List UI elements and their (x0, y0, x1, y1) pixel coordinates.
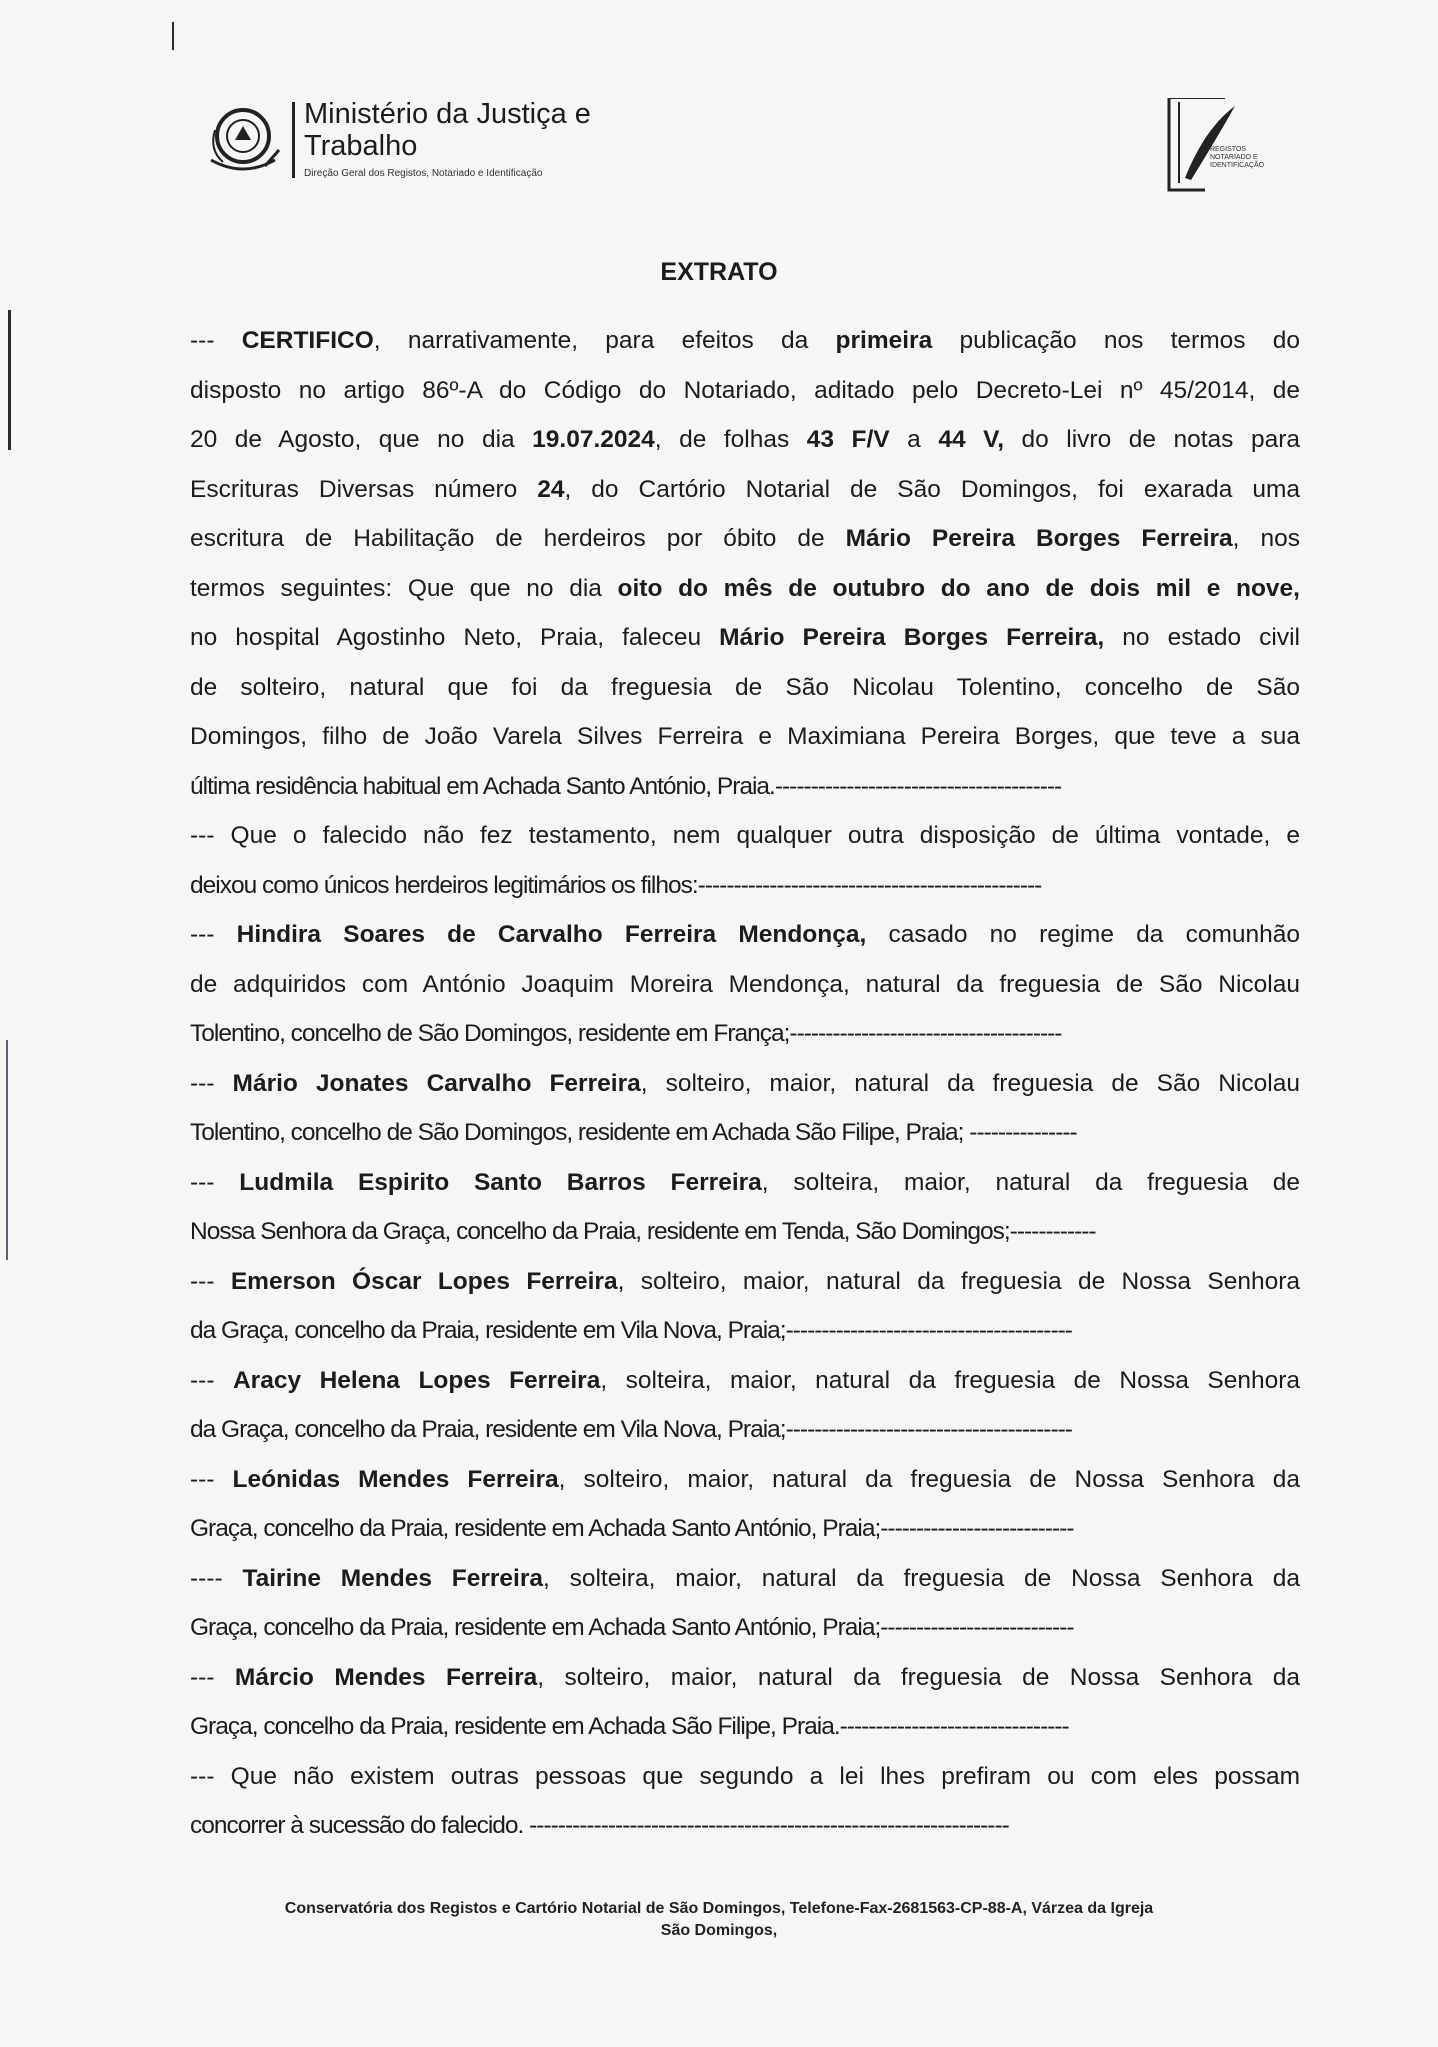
book-number: 24 (537, 475, 565, 503)
text-span: , solteiro, maior, natural da freguesia de Nossa Senhora da (537, 1663, 1300, 1691)
heir-name: Ludmila Espirito Santo Barros Ferreira (239, 1168, 762, 1196)
heir-entry (190, 1158, 1300, 1208)
ministry-subtitle: Direção Geral dos Registos, Notariado e Identificação (304, 168, 543, 179)
text-span: --- (190, 1663, 235, 1691)
text-line: concorrer à sucessão do falecido. ------------------------------------------------------------------- (190, 1812, 1009, 1839)
text-span: --- (190, 327, 242, 354)
text-line: Tolentino, concelho de São Domingos, residente em França;-------------------------------------- (190, 1020, 1062, 1047)
text-span: termos seguintes: Que que no dia (190, 574, 618, 602)
text-span: , do Cartório Notarial de São Domingos, foi exarada uma (564, 475, 1300, 503)
text-span: , solteiro, maior, natural da freguesia de São Nicolau (640, 1069, 1300, 1097)
text-span: Escrituras Diversas número (190, 475, 538, 503)
text-span: --- (190, 1366, 233, 1394)
text-span: , solteiro, maior, natural da freguesia de Nossa Senhora da (558, 1465, 1300, 1493)
text-span: , solteiro, maior, natural da freguesia de Nossa Senhora (617, 1267, 1300, 1295)
ministry-name-line1: Ministério da Justiça e (304, 98, 591, 130)
deceased-name: Mário Pereira Borges Ferreira (845, 525, 1233, 552)
heir-entry (190, 1059, 1300, 1109)
text-span: do livro de notas para (1004, 426, 1300, 453)
text-line (190, 415, 1300, 465)
text-line (190, 564, 1300, 614)
text-line: Graça, concelho da Praia, residente em Achada Santo António, Praia;--------------------------- (190, 1515, 1074, 1542)
registry-logo (1165, 98, 1295, 193)
ministry-name-line2: Trabalho (304, 130, 418, 162)
heir-name: Aracy Helena Lopes Ferreira (232, 1366, 601, 1394)
heir-entry (190, 1653, 1300, 1703)
document-body (190, 316, 1300, 1851)
text-span: --- (190, 1267, 231, 1295)
header-divider (292, 102, 295, 178)
text-line: Domingos, filho de João Varela Silves Ferreira e Maximiana Pereira Borges, que teve a sua (190, 723, 1300, 750)
scan-mark (172, 22, 174, 50)
text-span: a (889, 426, 939, 453)
scan-mark (6, 1040, 8, 1260)
footer-line2: São Domingos, (660, 1922, 778, 1939)
text-span: , solteira, maior, natural da freguesia de Nossa Senhora da (543, 1564, 1300, 1592)
text-span: 20 de Agosto, que no dia (190, 426, 533, 453)
heir-entry (190, 1554, 1300, 1604)
ministry-name (304, 98, 591, 162)
heir-entry (190, 1356, 1300, 1406)
text-span: --- (190, 1069, 233, 1097)
text-line: --- Que não existem outras pessoas que segundo a lei lhes prefiram ou com eles possam (190, 1762, 1300, 1790)
text-line: Nossa Senhora da Graça, concelho da Praia, residente em Tenda, São Domingos;------------ (190, 1218, 1096, 1245)
deed-date: 19.07.2024 (532, 426, 655, 453)
text-line (190, 613, 1300, 663)
text-span: casado no regime da comunhão (866, 921, 1300, 948)
footer-line1: Conservatória dos Registos e Cartório Notarial de São Domingos, Telefone-Fax-2681563-CP-88-A, Várzea da Igreja (284, 1900, 1154, 1917)
text-line: Graça, concelho da Praia, residente em Achada Santo António, Praia;--------------------------- (190, 1614, 1074, 1641)
text-span: no estado civil (1104, 624, 1300, 651)
text-span: , de folhas (654, 426, 807, 453)
heir-entry (190, 1257, 1300, 1307)
bold-text: primeira (835, 327, 933, 354)
heir-name: Márcio Mendes Ferreira (234, 1663, 538, 1691)
text-line (190, 465, 1300, 515)
text-span: --- (190, 1465, 233, 1493)
text-line: --- Que o falecido não fez testamento, nem qualquer outra disposição de última vontade, e (190, 822, 1300, 849)
deceased-name: Mário Pereira Borges Ferreira, (719, 624, 1105, 651)
text-span: , solteira, maior, natural da freguesia de (761, 1168, 1300, 1196)
heir-name: Emerson Óscar Lopes Ferreira (230, 1267, 618, 1295)
text-span: publicação nos termos do (932, 327, 1300, 354)
ministry-emblem-icon (205, 100, 287, 182)
heir-entry (190, 910, 1300, 960)
text-span: , solteira, maior, natural da freguesia de Nossa Senhora (600, 1366, 1300, 1394)
text-line: última residência habitual em Achada Santo António, Praia.---------------------------------------- (190, 772, 1062, 800)
heir-name: Tairine Mendes Ferreira (242, 1564, 544, 1592)
heir-name: Mário Jonates Carvalho Ferreira (232, 1069, 641, 1097)
certifico-keyword: CERTIFICO (241, 327, 374, 354)
document-title: EXTRATO (660, 258, 778, 286)
text-span: , narrativamente, para efeitos da (373, 327, 836, 354)
text-line: Graça, concelho da Praia, residente em Achada São Filipe, Praia.-------------------------------- (190, 1713, 1069, 1740)
text-line: disposto no artigo 86º-A do Código do Notariado, aditado pelo Decreto-Lei nº 45/2014, de (190, 376, 1300, 404)
text-line: Tolentino, concelho de São Domingos, residente em Achada São Filipe, Praia; --------------- (190, 1119, 1077, 1146)
text-span: ---- (190, 1564, 243, 1592)
text-line: de adquiridos com António Joaquim Moreira Mendonça, natural da freguesia de São Nicolau (190, 970, 1300, 998)
death-date: oito do mês de outubro do ano de dois mil e nove, (617, 574, 1300, 602)
text-line: de solteiro, natural que foi da freguesia de São Nicolau Tolentino, concelho de São (190, 673, 1300, 701)
bold-text: 43 F/V (806, 426, 890, 453)
bold-text: 44 V, (938, 426, 1004, 453)
scan-mark (8, 310, 11, 450)
text-span: --- (190, 921, 237, 948)
heir-name: Leónidas Mendes Ferreira (232, 1465, 559, 1493)
text-line (190, 514, 1300, 564)
heir-entry (190, 1455, 1300, 1505)
text-line: da Graça, concelho da Praia, residente em Vila Nova, Praia;---------------------------------------- (190, 1416, 1072, 1443)
text-span: , nos (1232, 525, 1300, 552)
text-span: no hospital Agostinho Neto, Praia, faleceu (190, 624, 720, 651)
text-line: da Graça, concelho da Praia, residente em Vila Nova, Praia;---------------------------------------- (190, 1317, 1072, 1344)
text-span: escritura de Habilitação de herdeiros por óbito de (190, 525, 846, 552)
text-line (190, 316, 1300, 366)
registry-logo-text: REGISTOS NOTARIADO E IDENTIFICAÇÃO (1210, 146, 1265, 169)
heir-name: Hindira Soares de Carvalho Ferreira Mendonça, (236, 921, 867, 948)
footer-address (0, 1898, 1438, 1942)
text-line: deixou como únicos herdeiros legitimários os filhos:------------------------------------------------ (190, 871, 1042, 899)
text-span: --- (190, 1168, 240, 1196)
